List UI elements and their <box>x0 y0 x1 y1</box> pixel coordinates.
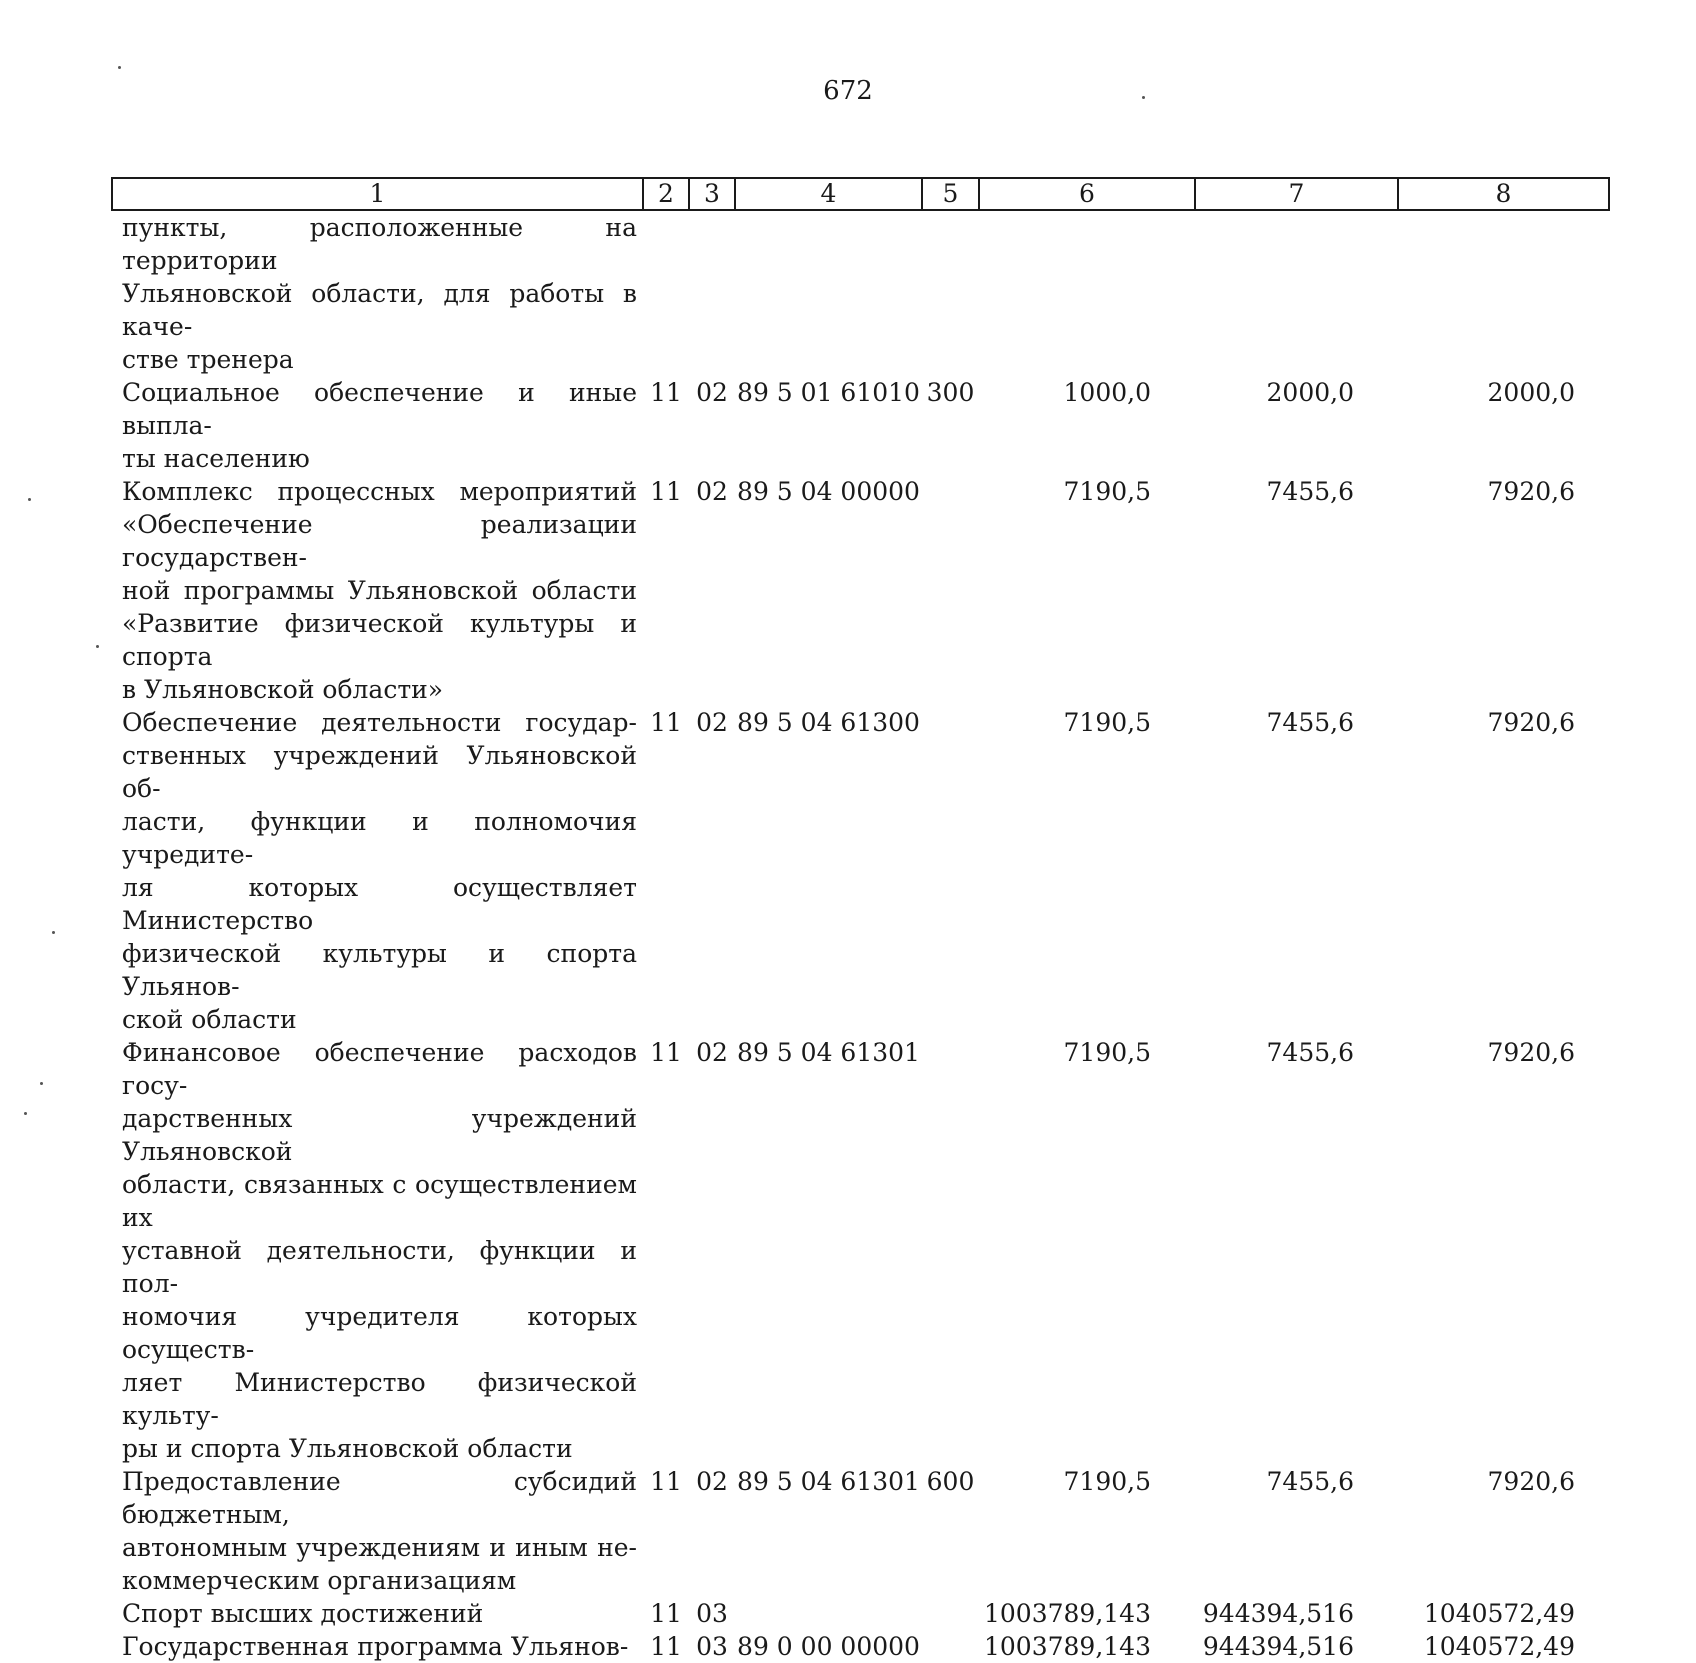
column-header-5: 5 <box>922 178 979 210</box>
amount-col-6: 1000,0 <box>1063 378 1151 407</box>
table-row <box>112 210 1609 376</box>
section-code: 11 <box>650 1038 682 1067</box>
table-row <box>112 475 1609 706</box>
row-name-line: Спорт высших достижений <box>122 1599 484 1628</box>
subsection-code: 02 <box>696 708 728 737</box>
amount-col-7: 7455,6 <box>1266 1038 1354 1067</box>
amount-col-8: 1040572,49 <box>1423 1599 1575 1628</box>
table-row <box>112 1630 1609 1663</box>
column-header-4: 4 <box>735 178 922 210</box>
row-name-line: физической культуры и спорта Ульянов- <box>122 939 637 1001</box>
amount-col-8: 7920,6 <box>1487 477 1575 506</box>
row-name-line: ской области <box>122 1005 297 1034</box>
target-article-code: 89 5 04 61300 <box>737 708 920 737</box>
budget-table-container <box>111 177 1608 1663</box>
amount-col-6: 7190,5 <box>1063 1467 1151 1496</box>
section-code: 11 <box>650 378 682 407</box>
column-header-8: 8 <box>1398 178 1609 210</box>
target-article-code: 89 5 04 61301 <box>737 1038 920 1067</box>
row-name-line: коммерческим организациям <box>122 1566 517 1595</box>
row-name-line: ственных учреждений Ульяновской об- <box>122 741 637 803</box>
row-name-line: Предоставление субсидий бюджетным, <box>122 1467 637 1529</box>
amount-col-6: 1003789,143 <box>983 1599 1151 1628</box>
subsection-code: 03 <box>696 1632 728 1661</box>
expense-type-code <box>922 1036 979 1465</box>
scan-speck <box>1142 96 1145 99</box>
row-name-line: Комплекс процессных мероприятий <box>122 477 637 506</box>
row-name-line: ной программы Ульяновской области <box>122 576 637 605</box>
table-row <box>112 376 1609 475</box>
row-name <box>112 706 643 1036</box>
row-name-line: стве тренера <box>122 345 294 374</box>
amount-col-6: 7190,5 <box>1063 477 1151 506</box>
row-name-line: пункты, расположенные на территории <box>122 213 637 275</box>
section-code: 11 <box>650 1599 682 1628</box>
row-name <box>112 1465 643 1597</box>
target-article-code <box>735 210 922 376</box>
row-name-line: ты населению <box>122 444 310 473</box>
row-name-line: дарственных учреждений Ульяновской <box>122 1104 637 1166</box>
target-article-code: 89 5 01 61010 <box>737 378 920 407</box>
subsection-code: 03 <box>696 1599 728 1628</box>
amount-col-7: 7455,6 <box>1266 708 1354 737</box>
subsection-code: 02 <box>696 1467 728 1496</box>
subsection-code: 02 <box>696 378 728 407</box>
table-row <box>112 1465 1609 1597</box>
row-name-line: ры и спорта Ульяновской области <box>122 1434 573 1463</box>
scan-speck <box>118 66 121 69</box>
section-code: 11 <box>650 1467 682 1496</box>
column-header-2: 2 <box>643 178 689 210</box>
row-name-line: Государственная программа Ульянов- <box>122 1632 629 1661</box>
section-code: 11 <box>650 1632 682 1661</box>
expense-type-code <box>922 706 979 1036</box>
row-name-line: ляет Министерство физической культу- <box>122 1368 637 1430</box>
section-code: 11 <box>650 477 682 506</box>
amount-col-7: 7455,6 <box>1266 1467 1354 1496</box>
column-number-row <box>112 178 1609 210</box>
row-name-line: «Обеспечение реализации государствен- <box>122 510 637 572</box>
section-code <box>643 210 689 376</box>
amount-col-7: 944394,516 <box>1202 1632 1354 1661</box>
amount-col-6: 7190,5 <box>1063 1038 1151 1067</box>
amount-col-6 <box>979 210 1195 376</box>
expense-type-code <box>922 210 979 376</box>
expense-type-code <box>922 475 979 706</box>
amount-col-8: 2000,0 <box>1487 378 1575 407</box>
row-name-line: в Ульяновской области» <box>122 675 444 704</box>
row-name-line: «Развитие физической культуры и спорта <box>122 609 637 671</box>
amount-col-8: 1040572,49 <box>1423 1632 1575 1661</box>
row-name-line: ласти, функции и полномочия учредите- <box>122 807 637 869</box>
row-name-line: автономным учреждениям и иным не- <box>122 1533 637 1562</box>
scan-speck <box>96 645 99 648</box>
target-article-code: 89 0 00 00000 <box>737 1632 920 1661</box>
amount-col-7: 2000,0 <box>1266 378 1354 407</box>
amount-col-7 <box>1195 210 1398 376</box>
column-header-3: 3 <box>689 178 735 210</box>
table-body <box>112 210 1609 1663</box>
scan-speck <box>24 1112 27 1115</box>
column-header-1: 1 <box>112 178 643 210</box>
subsection-code <box>689 210 735 376</box>
row-name-line: ля которых осуществляет Министерство <box>122 873 637 935</box>
section-code: 11 <box>650 708 682 737</box>
amount-col-8: 7920,6 <box>1487 708 1575 737</box>
row-name-line: номочия учредителя которых осуществ- <box>122 1302 637 1364</box>
row-name <box>112 210 643 376</box>
page-number: 672 <box>823 76 873 106</box>
table-row <box>112 706 1609 1036</box>
row-name <box>112 376 643 475</box>
scan-speck <box>40 1082 43 1085</box>
expense-type-code: 600 <box>926 1467 975 1496</box>
table-row <box>112 1036 1609 1465</box>
budget-table <box>111 177 1610 1663</box>
table-header <box>112 178 1609 210</box>
subsection-code: 02 <box>696 477 728 506</box>
amount-col-6: 1003789,143 <box>983 1632 1151 1661</box>
target-article-code <box>735 1597 922 1630</box>
column-header-7: 7 <box>1195 178 1398 210</box>
expense-type-code: 300 <box>926 378 975 407</box>
table-row <box>112 1597 1609 1630</box>
amount-col-8: 7920,6 <box>1487 1038 1575 1067</box>
expense-type-code <box>922 1630 979 1663</box>
row-name-line: Обеспечение деятельности государ- <box>122 708 637 737</box>
row-name <box>112 1597 643 1630</box>
row-name-line: области, связанных с осуществлением их <box>122 1170 637 1232</box>
row-name <box>112 1036 643 1465</box>
amount-col-7: 7455,6 <box>1266 477 1354 506</box>
scan-speck <box>52 931 55 934</box>
amount-col-7: 944394,516 <box>1202 1599 1354 1628</box>
row-name-line: уставной деятельности, функции и пол- <box>122 1236 637 1298</box>
amount-col-8: 7920,6 <box>1487 1467 1575 1496</box>
row-name-line: Ульяновской области, для работы в каче- <box>122 279 637 341</box>
column-header-6: 6 <box>979 178 1195 210</box>
row-name <box>112 1630 643 1663</box>
amount-col-8 <box>1398 210 1609 376</box>
amount-col-6: 7190,5 <box>1063 708 1151 737</box>
expense-type-code <box>922 1597 979 1630</box>
scan-speck <box>28 498 31 501</box>
row-name <box>112 475 643 706</box>
row-name-line: Финансовое обеспечение расходов госу- <box>122 1038 637 1100</box>
subsection-code: 02 <box>696 1038 728 1067</box>
target-article-code: 89 5 04 61301 <box>737 1467 920 1496</box>
target-article-code: 89 5 04 00000 <box>737 477 920 506</box>
row-name-line: Социальное обеспечение и иные выпла- <box>122 378 637 440</box>
